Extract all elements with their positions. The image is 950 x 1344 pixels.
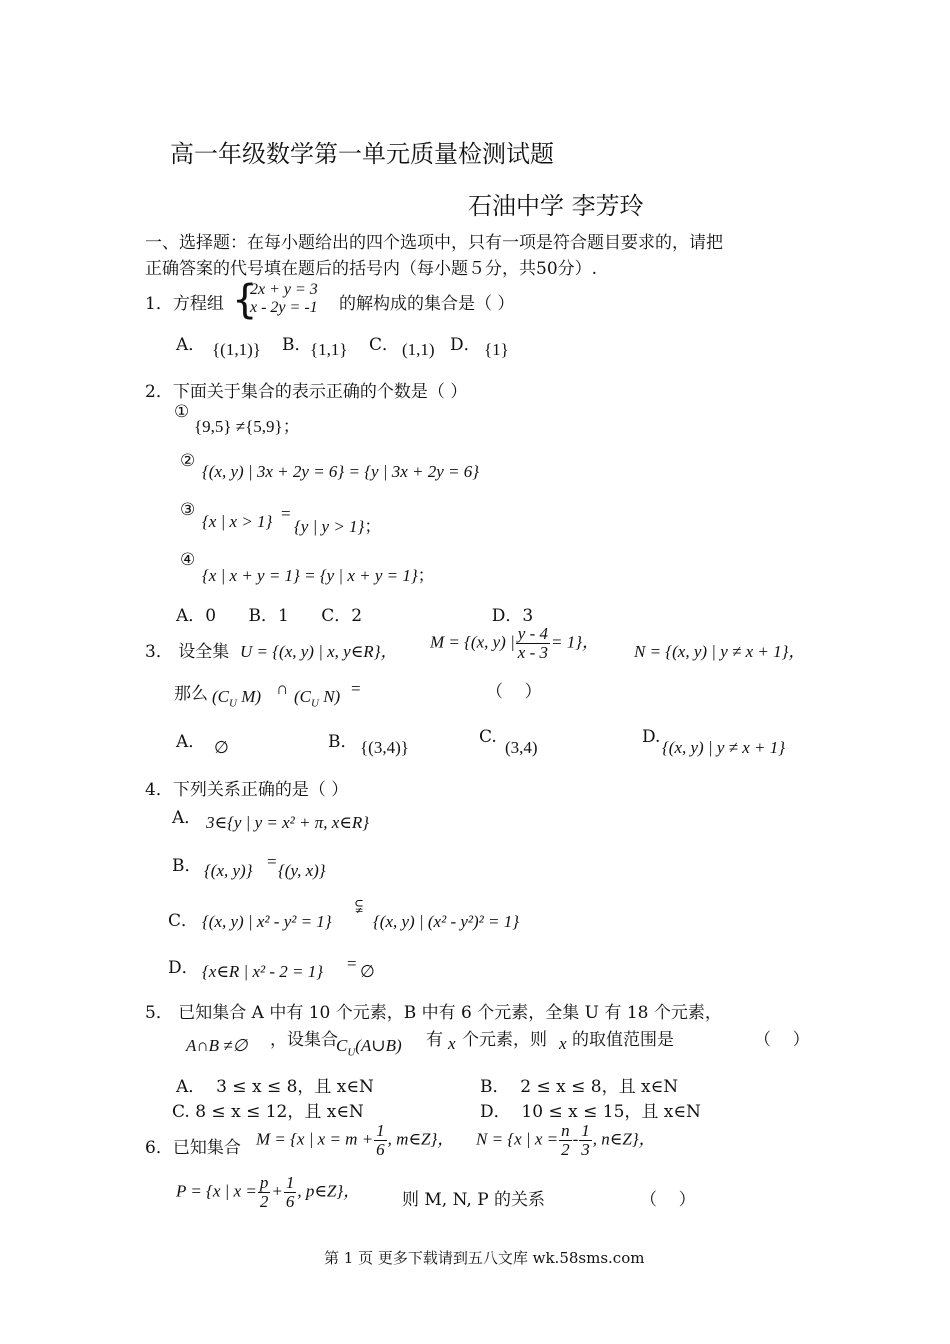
q2-item1-mark: ① <box>174 402 190 422</box>
q3-optD-label: D. <box>642 727 661 747</box>
q6-stem: 6．已知集合 <box>145 1138 241 1158</box>
q4-B-b: {(y, x)} <box>278 861 326 880</box>
q2-stem <box>145 377 467 402</box>
q4-A-label: A． <box>172 808 202 828</box>
q5-x2: x <box>559 1034 567 1053</box>
q3-bracket: （ ） <box>486 682 542 702</box>
q1-optB: {1,1} <box>310 340 348 359</box>
q3-optA-label: A． <box>176 732 206 752</box>
q6-number: 6． <box>145 1138 173 1158</box>
q1-optC-label: C． <box>369 335 400 355</box>
q4-B-label: B． <box>172 856 202 876</box>
section-instruction-line2: 正确答案的代号填在题后的括号内（每小题５分，共50分）. <box>145 259 598 279</box>
page-title: 高一年级数学第一单元质量检测试题 <box>170 140 554 168</box>
q3-cap: ∩ <box>276 679 289 698</box>
q4-D-b: ∅ <box>360 962 375 981</box>
q6-P-frac1: $\frac{p}{2}$ <box>259 1173 269 1211</box>
q1-stem <box>145 289 224 314</box>
q4-D-label: D． <box>168 958 199 978</box>
q3-N-def: N = {(x, y) | y ≠ x + 1}， <box>634 642 806 661</box>
q2-item3b: {y | y > 1}； <box>294 517 382 536</box>
q5-optC: C. 8 ≤ x ≤ 12，且 x∈N <box>172 1102 364 1122</box>
q6-M-frac: $\frac{1}{6}$ <box>376 1121 385 1159</box>
q5-stem-line1: 5． 已知集合 A 中有 10 个元素，B 中有 6 个元素，全集 U 有 18 个元素， <box>145 1003 722 1023</box>
q3-line2-expr2: ($C_U$ N) <box>294 687 341 710</box>
q4-C-b: {(x, y) | (x² - y²)² = 1} <box>373 912 520 931</box>
q1-eq2: x - 2y = -1 <box>250 299 318 316</box>
q5-condition: A∩B ≠∅ <box>186 1036 248 1055</box>
q1-optD: {1} <box>484 340 509 359</box>
q6-M-def: M = {x | x = m + $\frac{1}{6}$ , m∈Z}， <box>256 1121 455 1159</box>
q3-optC-label: C. <box>479 727 497 747</box>
q3-optB-label: B． <box>328 732 358 752</box>
q3-eq: = <box>351 679 361 698</box>
q2-item3a: {x | x > 1} <box>202 512 273 531</box>
q1-eq1: 2x + y = 3 <box>250 281 318 298</box>
q1-optA-label: A． <box>176 335 206 355</box>
q3-number: 3． <box>145 642 173 662</box>
q1-optC: (1,1) <box>402 340 435 359</box>
page-footer: 第 1 页 更多下载请到五八文库 wk.58sms.com <box>324 1249 645 1267</box>
q5-bracket: （ ） <box>754 1030 810 1050</box>
q2-item4: {x | x + y = 1} = {y | x + y = 1}； <box>202 566 435 585</box>
q5-optD: D． 10 ≤ x ≤ 15，且 x∈N <box>480 1102 701 1122</box>
q3-optD: {(x, y) | y ≠ x + 1} <box>662 738 786 757</box>
q3-optB: {(3,4)} <box>360 738 409 757</box>
q1-optD-label: D． <box>450 335 481 355</box>
q4-stem: 4．下列关系正确的是（ ） <box>145 780 349 800</box>
q6-P-frac2: $\frac{1}{6}$ <box>285 1173 295 1211</box>
q2-item2-mark: ② <box>180 451 196 471</box>
q2-item2: {(x, y) | 3x + 2y = 6} = {y | 3x + 2y = 6} <box>202 462 480 481</box>
q6-N-def: N = {x | x = $\frac{n}{2}$ - $\frac{1}{3}$ , n∈Z}， <box>476 1121 656 1159</box>
q3-M-def: M = {(x, y) | $\frac{y - 4}{x - 3}$ = 1}， <box>430 624 600 662</box>
q4-C-a: {(x, y) | x² - y² = 1} <box>202 912 332 931</box>
q2-item3-eq: = <box>281 504 291 523</box>
q5-expr: $C_U(A\cup B)$ <box>336 1036 402 1059</box>
q6-P-def: P = {x | x = $\frac{p}{2}$ + $\frac{1}{6}$ , p∈Z}， <box>176 1173 361 1211</box>
q2-item4-mark: ④ <box>180 550 196 570</box>
q5-stem2b: 有 <box>426 1030 443 1050</box>
q2-options: A．0 B．1 C．2 D．3 <box>176 606 534 626</box>
q3-U-def: U = {(x, y) | x, y∈R}， <box>240 642 398 661</box>
q6-N-frac1: $\frac{n}{2}$ <box>561 1121 570 1159</box>
q4-B-eq: = <box>267 852 277 871</box>
q1-stem-b: 的解构成的集合是（ ） <box>339 294 515 314</box>
q3-M-frac: $\frac{y - 4}{x - 3}$ <box>517 624 548 662</box>
q1-system <box>250 281 318 317</box>
q5-stem2d: 的取值范围是 <box>572 1030 674 1050</box>
q5-optB: B． 2 ≤ x ≤ 8，且 x∈N <box>480 1077 679 1097</box>
q3-stem-a: 3． 设全集 <box>145 642 230 662</box>
q5-stem2a: ，设集合 <box>270 1030 338 1050</box>
q1-optB-label: B． <box>282 335 312 355</box>
q3-line2-a: 那么 <box>174 684 208 704</box>
q4-B-a: {(x, y)} <box>204 861 253 880</box>
q6-N-frac2: $\frac{1}{3}$ <box>581 1121 590 1159</box>
q6-bracket: （ ） <box>640 1190 696 1210</box>
q1-number: 1． <box>145 294 173 314</box>
q1-stem-a: 方程组 <box>172 294 224 314</box>
q4-D-eq: = <box>347 954 357 973</box>
q2-stem-text: 下面关于集合的表示正确的个数是（ ） <box>172 382 468 402</box>
q2-item3-mark: ③ <box>180 500 196 520</box>
q5-optA: A． 3 ≤ x ≤ 8，且 x∈N <box>176 1077 374 1097</box>
q1-optA: {(1,1)} <box>212 340 261 359</box>
q2-number: 2． <box>145 382 173 402</box>
q4-C-label: C． <box>168 911 199 931</box>
q5-stem2c: 个元素，则 <box>462 1030 547 1050</box>
section-instruction-line1: 一、选择题：在每小题给出的四个选项中，只有一项是符合题目要求的，请把 <box>145 233 723 253</box>
author-line: 石油中学 李芳玲 <box>468 192 644 220</box>
q4-C-subset-rel: ⫋ <box>355 896 363 916</box>
q4-number: 4． <box>145 780 173 800</box>
q3-optC: (3,4) <box>505 738 538 757</box>
q5-number: 5． <box>145 1003 173 1023</box>
q5-x1: x <box>448 1034 456 1053</box>
q3-line2-expr1: ($C_U$ M) <box>212 687 262 710</box>
q6-tail: 则 M, N, P 的关系 <box>402 1190 546 1210</box>
q2-item1: {9,5} ≠{5,9}； <box>194 417 300 436</box>
q4-A: 3∈{y | y = x² + π, x∈R} <box>206 813 370 832</box>
q3-optA: ∅ <box>214 738 229 757</box>
q1-brace: { <box>232 277 258 323</box>
q4-D-a: {x∈R | x² - 2 = 1} <box>202 962 324 981</box>
